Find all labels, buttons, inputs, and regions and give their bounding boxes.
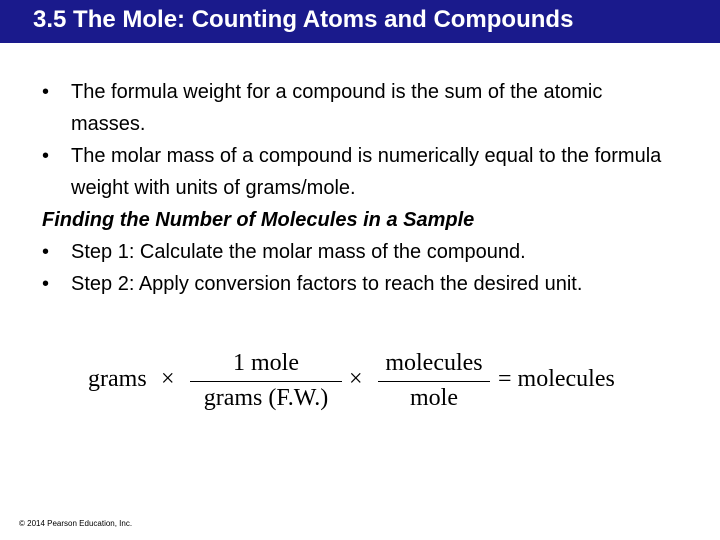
- fraction-numerator: 1 mole: [233, 350, 299, 376]
- bullet-text: The formula weight for a compound is the sum of the atomic masses.: [71, 81, 603, 135]
- bullet: •: [42, 81, 50, 103]
- bullet-text: Step 2: Apply conversion factors to reach the desired unit.: [71, 273, 583, 295]
- subheading: Finding the Number of Molecules in a Sample: [42, 209, 475, 231]
- bullet-text: Step 1: Calculate the molar mass of the compound.: [71, 241, 526, 263]
- conversion-formula: [88, 350, 648, 420]
- fraction-denominator: grams (F.W.): [203, 385, 329, 411]
- fraction-bar: [190, 381, 342, 382]
- list-item: [42, 236, 682, 268]
- times-symbol: ×: [349, 366, 363, 392]
- bullet: •: [42, 241, 50, 263]
- times-symbol: ×: [161, 366, 175, 392]
- slide-title: 3.5 The Mole: Counting Atoms and Compounds: [33, 6, 574, 33]
- fraction-bar: [378, 381, 490, 382]
- fraction-numerator: molecules: [385, 350, 483, 376]
- title-bar: [0, 0, 720, 43]
- bullet-text: The molar mass of a compound is numerically equal to the formula weight with units of grams/mole.: [71, 145, 662, 199]
- list-item: [42, 268, 682, 300]
- formula-result: = molecules: [498, 366, 615, 392]
- fraction-molecules-per-mole: [378, 350, 490, 412]
- slide-content: [42, 76, 682, 300]
- formula-grams: grams: [88, 366, 147, 392]
- bullet: •: [42, 145, 50, 167]
- list-item: [42, 140, 682, 204]
- fraction-mole-per-gram: [190, 350, 342, 412]
- fraction-denominator: mole: [410, 385, 458, 411]
- list-item: [42, 76, 682, 140]
- copyright-footer: © 2014 Pearson Education, Inc.: [19, 519, 133, 528]
- bullet: •: [42, 273, 50, 295]
